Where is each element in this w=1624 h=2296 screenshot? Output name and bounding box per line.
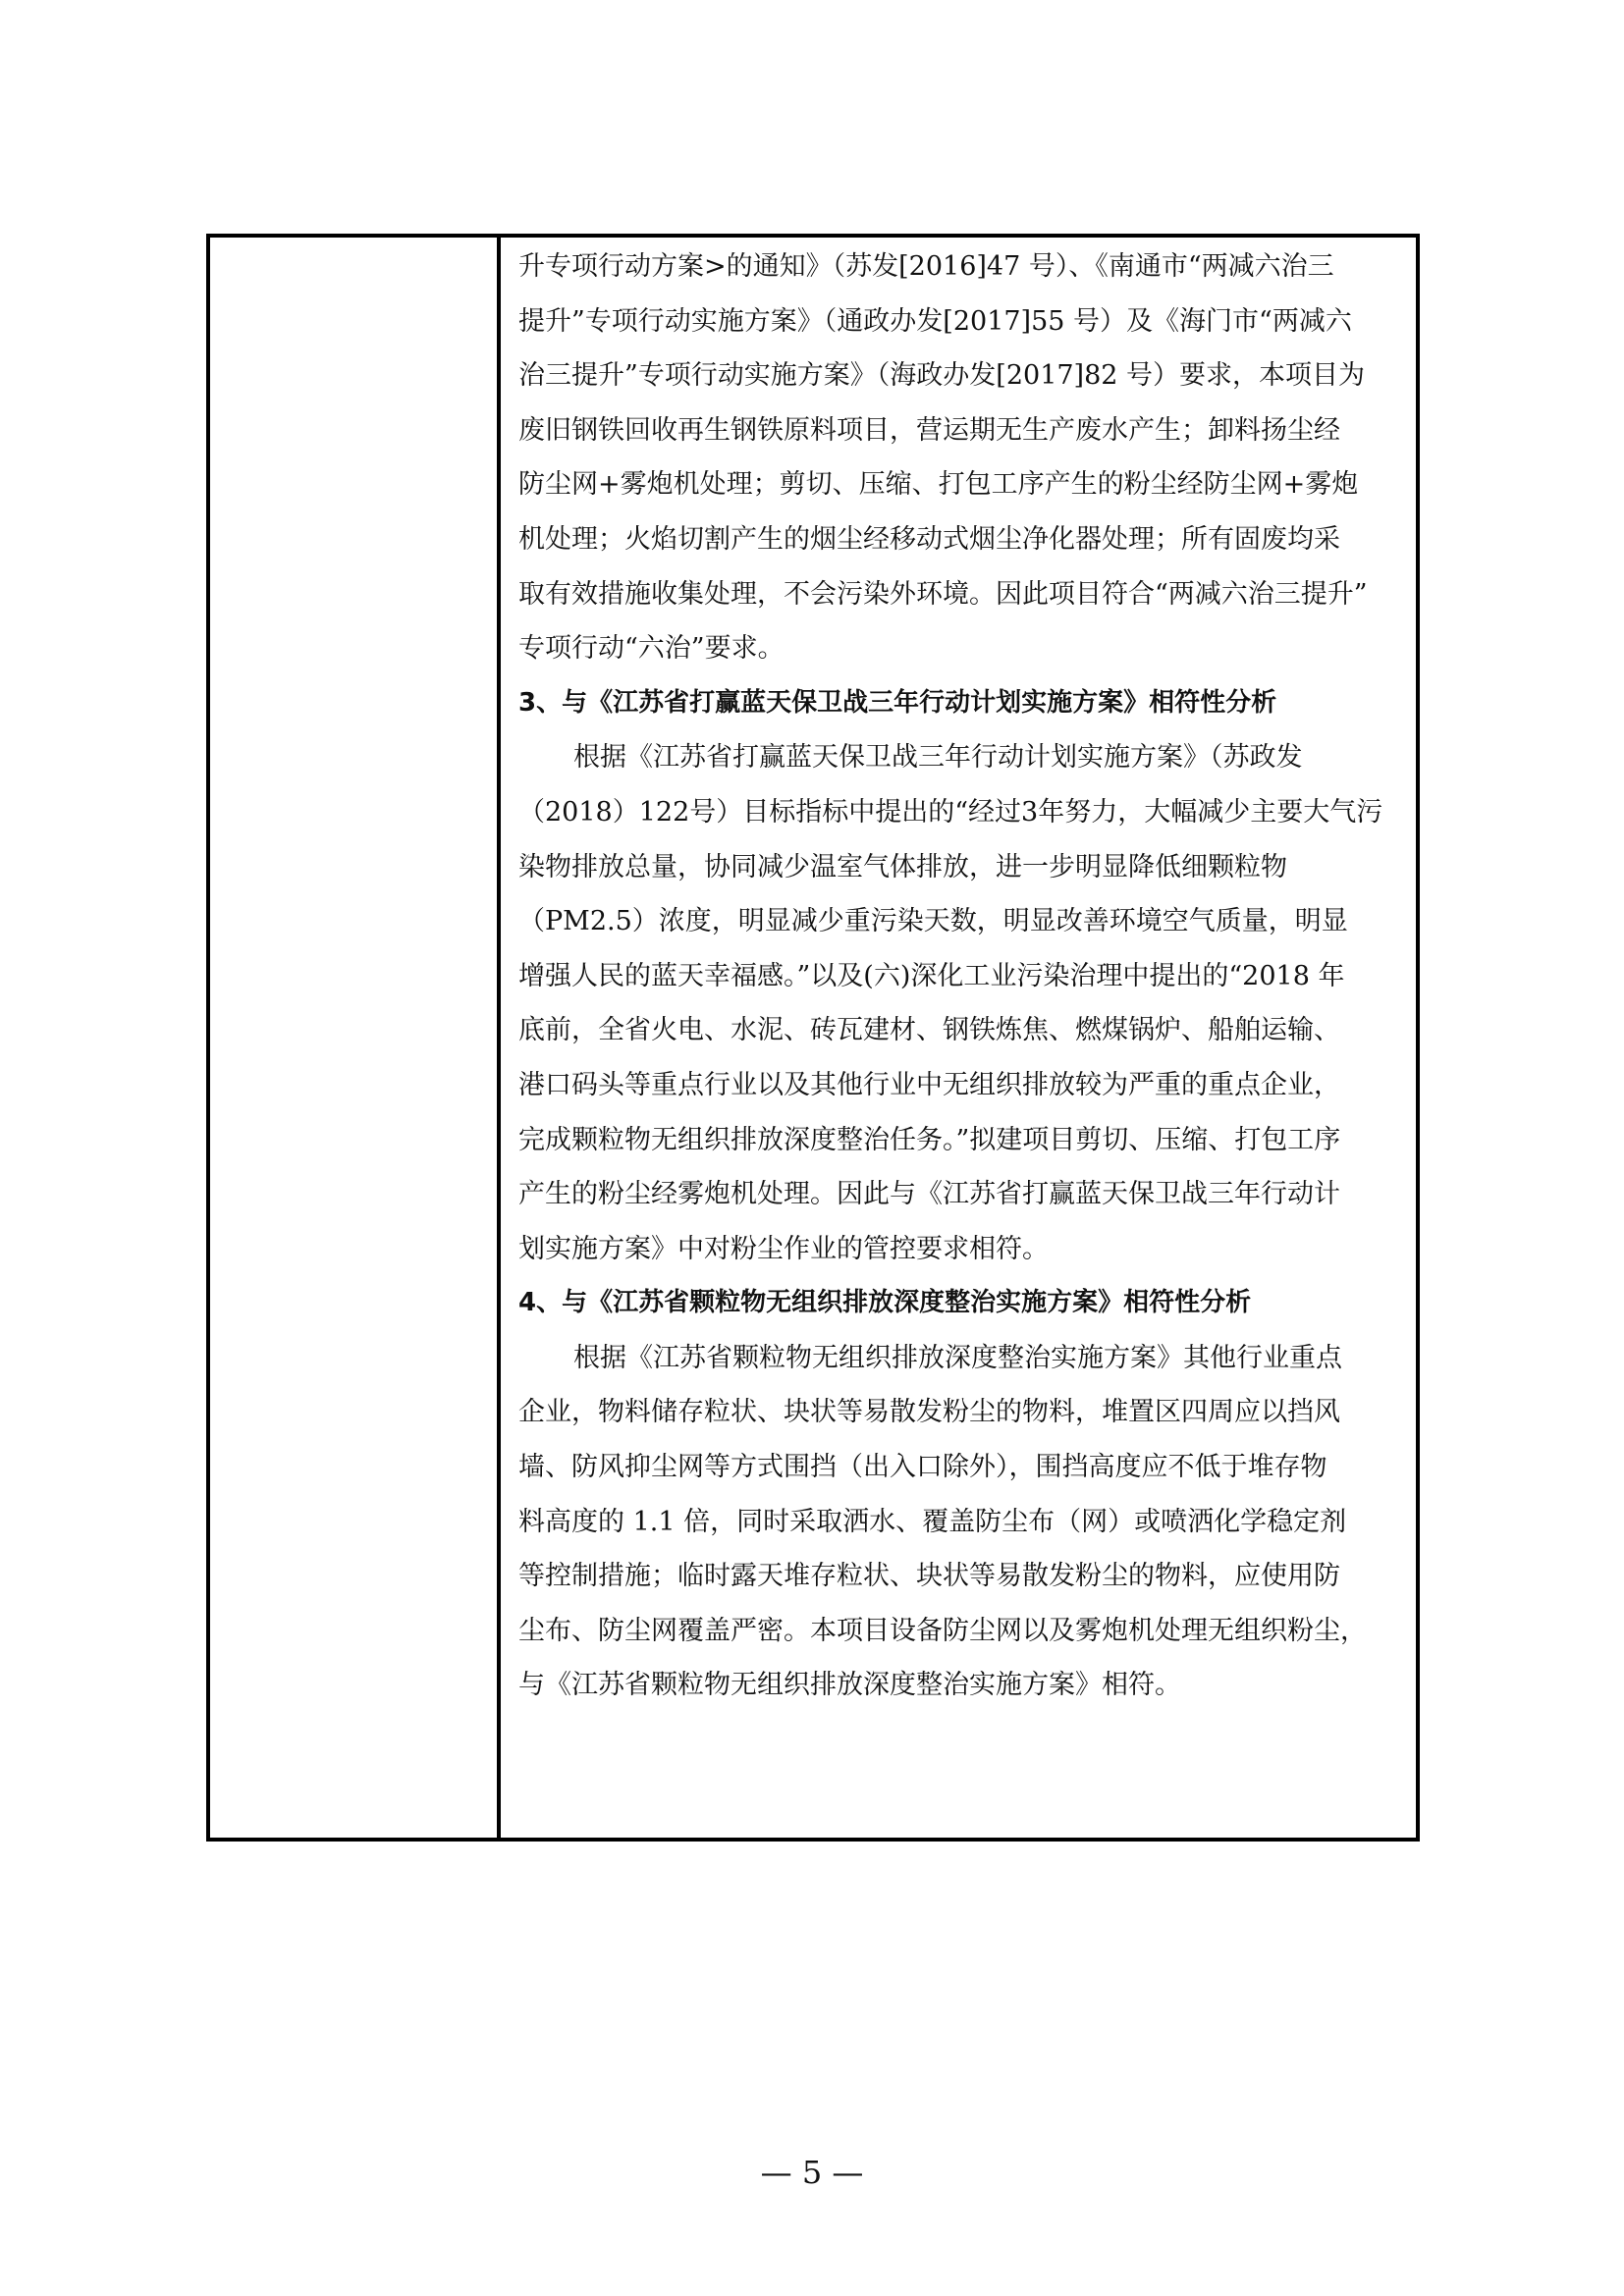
body-line: 尘布、防尘网覆盖严密。本项目设备防尘网以及雾炮机处理无组织粉尘， — [518, 1615, 1367, 1646]
body-line: 防尘网+雾炮机处理；剪切、压缩、打包工序产生的粉尘经防尘网+雾炮 — [518, 469, 1359, 501]
section-heading-3: 3、与《江苏省打赢蓝天保卫战三年行动计划实施方案》相符性分析 — [518, 687, 1277, 718]
body-line: （PM2.5）浓度，明显减少重污染天数，明显改善环境空气质量，明显 — [518, 906, 1348, 937]
body-line: 完成颗粒物无组织排放深度整治任务。”拟建项目剪切、压缩、打包工序 — [518, 1124, 1341, 1155]
body-line: 与《江苏省颗粒物无组织排放深度整治实施方案》相符。 — [518, 1670, 1181, 1701]
body-line: 染物排放总量，协同减少温室气体排放，进一步明显降低细颗粒物 — [518, 851, 1287, 882]
page-number: — 5 — — [760, 2154, 864, 2191]
body-line: 专项行动“六治”要求。 — [518, 633, 785, 665]
body-line: 企业，物料储存粒状、块状等易散发粉尘的物料，堆置区四周应以挡风 — [518, 1397, 1340, 1428]
body-line: 增强人民的蓝天幸福感。”以及(六)深化工业污染治理中提出的“2018 年 — [518, 960, 1345, 991]
table-left-cell — [210, 238, 501, 1838]
body-line: 治三提升”专项行动实施方案》（海政办发[2017]82 号）要求，本项目为 — [518, 360, 1366, 392]
body-line: 升专项行动方案>的通知》（苏发[2016]47 号）、《南通市“两减六治三 — [518, 251, 1334, 282]
body-line: 产生的粉尘经雾炮机处理。因此与《江苏省打赢蓝天保卫战三年行动计 — [518, 1179, 1340, 1210]
body-line: 根据《江苏省打赢蓝天保卫战三年行动计划实施方案》（苏政发 — [573, 742, 1303, 774]
body-line: 根据《江苏省颗粒物无组织排放深度整治实施方案》其他行业重点 — [573, 1342, 1342, 1373]
section-heading-4: 4、与《江苏省颗粒物无组织排放深度整治实施方案》相符性分析 — [518, 1288, 1252, 1318]
body-line: 提升”专项行动实施方案》（通政办发[2017]55 号）及《海门市“两减六 — [518, 305, 1352, 337]
body-line: 机处理；火焰切割产生的烟尘经移动式烟尘净化器处理；所有固废均采 — [518, 523, 1340, 555]
body-line: 等控制措施；临时露天堆存粒状、块状等易散发粉尘的物料，应使用防 — [518, 1561, 1340, 1592]
body-line: （2018）122号）目标指标中提出的“经过3年努力，大幅减少主要大气污 — [518, 796, 1383, 828]
body-line: 取有效措施收集处理，不会污染外环境。因此项目符合“两减六治三提升” — [518, 578, 1368, 610]
body-line: 废旧钢铁回收再生钢铁原料项目，营运期无生产废水产生；卸料扬尘经 — [518, 414, 1340, 446]
body-line: 料高度的 1.1 倍，同时采取洒水、覆盖防尘布（网）或喷洒化学稳定剂 — [518, 1506, 1347, 1537]
body-line: 底前，全省火电、水泥、砖瓦建材、钢铁炼焦、燃煤锅炉、船舶运输、 — [518, 1015, 1340, 1046]
document-table — [206, 234, 1420, 1842]
body-line: 墙、防风抑尘网等方式围挡（出入口除外），围挡高度应不低于堆存物 — [518, 1452, 1327, 1483]
body-line: 划实施方案》中对粉尘作业的管控要求相符。 — [518, 1233, 1049, 1264]
body-line: 港口码头等重点行业以及其他行业中无组织排放较为严重的重点企业， — [518, 1069, 1340, 1100]
table-right-cell — [501, 238, 1416, 1838]
